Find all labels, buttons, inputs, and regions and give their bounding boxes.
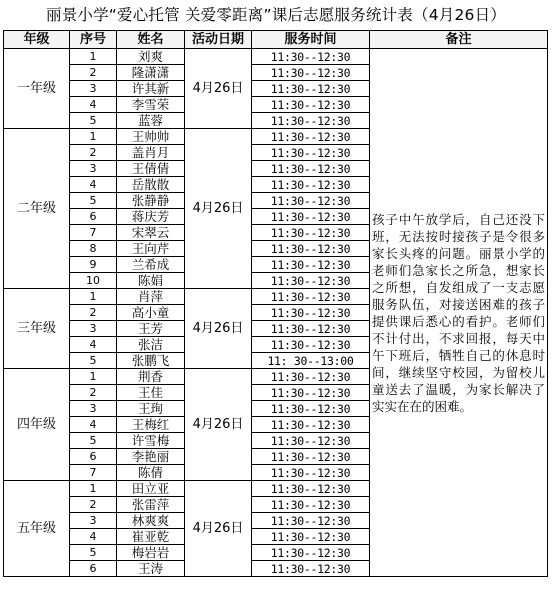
activity-date-cell[interactable]: 4月26日 [185,481,252,577]
name-cell[interactable]: 张静静 [117,193,185,209]
name-cell[interactable]: 王芳 [117,321,185,337]
name-cell[interactable]: 张鹏飞 [117,353,185,369]
remarks-cell[interactable] [370,49,548,577]
table-body [4,49,548,577]
name-cell[interactable]: 岳散散 [117,177,185,193]
name-cell[interactable]: 张雷萍 [117,497,185,513]
service-time-cell[interactable]: 11: 30--13:00 [252,353,370,369]
name-cell[interactable]: 王涛 [117,561,185,577]
service-time-cell[interactable]: 11:30--12:30 [252,449,370,465]
number-cell[interactable]: 5 [70,113,117,129]
number-cell[interactable]: 7 [70,465,117,481]
name-cell[interactable]: 蒋庆芳 [117,209,185,225]
name-cell[interactable]: 蓝蓉 [117,113,185,129]
grade-cell[interactable]: 一年级 [4,49,70,129]
name-cell[interactable]: 李艳丽 [117,449,185,465]
name-cell[interactable]: 许其新 [117,81,185,97]
number-cell[interactable]: 1 [70,481,117,497]
header-name[interactable]: 姓名 [117,31,185,49]
number-cell[interactable]: 3 [70,401,117,417]
number-cell[interactable]: 2 [70,305,117,321]
name-cell[interactable]: 陈倩 [117,465,185,481]
grade-cell[interactable]: 四年级 [4,369,70,481]
service-time-cell[interactable]: 11:30--12:30 [252,225,370,241]
service-time-cell[interactable]: 11:30--12:30 [252,529,370,545]
number-cell[interactable]: 8 [70,241,117,257]
service-time-cell[interactable]: 11:30--12:30 [252,465,370,481]
name-cell[interactable]: 王帅帅 [117,129,185,145]
service-time-cell[interactable]: 11:30--12:30 [252,385,370,401]
name-cell[interactable]: 兰希成 [117,257,185,273]
service-time-cell[interactable]: 11:30--12:30 [252,337,370,353]
activity-date-cell[interactable]: 4月26日 [185,49,252,129]
name-cell[interactable]: 林爽爽 [117,513,185,529]
number-cell[interactable]: 4 [70,529,117,545]
service-time-cell[interactable]: 11:30--12:30 [252,273,370,289]
number-cell[interactable]: 3 [70,81,117,97]
activity-date-cell[interactable]: 4月26日 [185,369,252,481]
header-row [4,31,548,49]
service-time-cell[interactable]: 11:30--12:30 [252,305,370,321]
number-cell[interactable]: 4 [70,97,117,113]
name-cell[interactable]: 王佳 [117,385,185,401]
service-time-cell[interactable]: 11:30--12:30 [252,561,370,577]
service-time-cell[interactable]: 11:30--12:30 [252,433,370,449]
sheet-title: 丽景小学“爱心托管 关爱零距离”课后志愿服务统计表（4月26日） [46,6,506,24]
service-time-cell[interactable]: 11:30--12:30 [252,161,370,177]
service-time-cell[interactable]: 11:30--12:30 [252,145,370,161]
service-time-cell[interactable]: 11:30--12:30 [252,177,370,193]
name-cell[interactable]: 陈娟 [117,273,185,289]
header-activity-date[interactable]: 活动日期 [185,31,252,49]
header-service-time[interactable]: 服务时间 [252,31,370,49]
service-time-cell[interactable]: 11:30--12:30 [252,481,370,497]
service-time-cell[interactable]: 11:30--12:30 [252,113,370,129]
number-cell[interactable]: 6 [70,209,117,225]
number-cell[interactable]: 1 [70,289,117,305]
name-cell[interactable]: 盖肖月 [117,145,185,161]
activity-date-cell[interactable]: 4月26日 [185,129,252,289]
number-cell[interactable]: 4 [70,417,117,433]
name-cell[interactable]: 王倩倩 [117,161,185,177]
name-cell[interactable]: 张洁 [117,337,185,353]
name-cell[interactable]: 梅岩岩 [117,545,185,561]
number-cell[interactable]: 4 [70,337,117,353]
number-cell[interactable]: 5 [70,353,117,369]
name-cell[interactable]: 荆香 [117,369,185,385]
number-cell[interactable]: 7 [70,225,117,241]
name-cell[interactable]: 许雪梅 [117,433,185,449]
name-cell[interactable]: 李雪荣 [117,97,185,113]
name-cell[interactable]: 刘爽 [117,49,185,65]
service-time-cell[interactable]: 11:30--12:30 [252,321,370,337]
service-time-cell[interactable]: 11:30--12:30 [252,257,370,273]
name-cell[interactable]: 高小童 [117,305,185,321]
name-cell[interactable]: 宋翠云 [117,225,185,241]
number-cell[interactable]: 6 [70,561,117,577]
number-cell[interactable]: 3 [70,161,117,177]
number-cell[interactable]: 1 [70,129,117,145]
number-cell[interactable]: 2 [70,145,117,161]
service-time-cell[interactable]: 11:30--12:30 [252,241,370,257]
header-number[interactable]: 序号 [70,31,117,49]
number-cell[interactable]: 3 [70,513,117,529]
service-time-cell[interactable]: 11:30--12:30 [252,513,370,529]
number-cell[interactable]: 2 [70,385,117,401]
grade-cell[interactable]: 三年级 [4,289,70,369]
name-cell[interactable]: 隆潇潇 [117,65,185,81]
service-time-cell[interactable]: 11:30--12:30 [252,49,370,65]
number-cell[interactable]: 5 [70,193,117,209]
header-remarks[interactable]: 备注 [370,31,548,49]
number-cell[interactable]: 2 [70,497,117,513]
activity-date-cell[interactable]: 4月26日 [185,289,252,369]
volunteer-stats-table [3,30,548,577]
service-time-cell[interactable]: 11:30--12:30 [252,497,370,513]
number-cell[interactable]: 5 [70,433,117,449]
service-time-cell[interactable]: 11:30--12:30 [252,401,370,417]
service-time-cell[interactable]: 11:30--12:30 [252,65,370,81]
number-cell[interactable]: 2 [70,65,117,81]
grade-cell[interactable]: 五年级 [4,481,70,577]
number-cell[interactable]: 1 [70,369,117,385]
name-cell[interactable]: 王梅红 [117,417,185,433]
service-time-cell[interactable]: 11:30--12:30 [252,417,370,433]
number-cell[interactable]: 1 [70,49,117,65]
number-cell[interactable]: 4 [70,177,117,193]
service-time-cell[interactable]: 11:30--12:30 [252,209,370,225]
service-time-cell[interactable]: 11:30--12:30 [252,289,370,305]
number-cell[interactable]: 5 [70,545,117,561]
service-time-cell[interactable]: 11:30--12:30 [252,193,370,209]
service-time-cell[interactable]: 11:30--12:30 [252,369,370,385]
service-time-cell[interactable]: 11:30--12:30 [252,97,370,113]
service-time-cell[interactable]: 11:30--12:30 [252,545,370,561]
header-grade[interactable]: 年级 [4,31,70,49]
remarks-text: 孩子中午放学后，自己还没下班，无法按时接孩子是令很多家长头疼的问题。丽景小学的老师们急家长之所急，想家长之所想，自发组成了一支志愿服务队伍，对接送困难的孩子提供课后悉心的看护。老师们不计付出，不求回报，每天中午下班后，牺牲自己的休息时间，继续坚守校园，为留校儿童送去了温暖，为家长解决了实实在在的困难。 [372,211,545,414]
name-cell[interactable]: 崔亚乾 [117,529,185,545]
grade-cell[interactable]: 二年级 [4,129,70,289]
number-cell[interactable]: 9 [70,257,117,273]
name-cell[interactable]: 王珣 [117,401,185,417]
table-row [4,49,548,65]
name-cell[interactable]: 肖萍 [117,289,185,305]
number-cell[interactable]: 6 [70,449,117,465]
service-time-cell[interactable]: 11:30--12:30 [252,81,370,97]
number-cell[interactable]: 3 [70,321,117,337]
service-time-cell[interactable]: 11:30--12:30 [252,129,370,145]
number-cell[interactable]: 10 [70,273,117,289]
name-cell[interactable]: 王向芹 [117,241,185,257]
name-cell[interactable]: 田立亚 [117,481,185,497]
